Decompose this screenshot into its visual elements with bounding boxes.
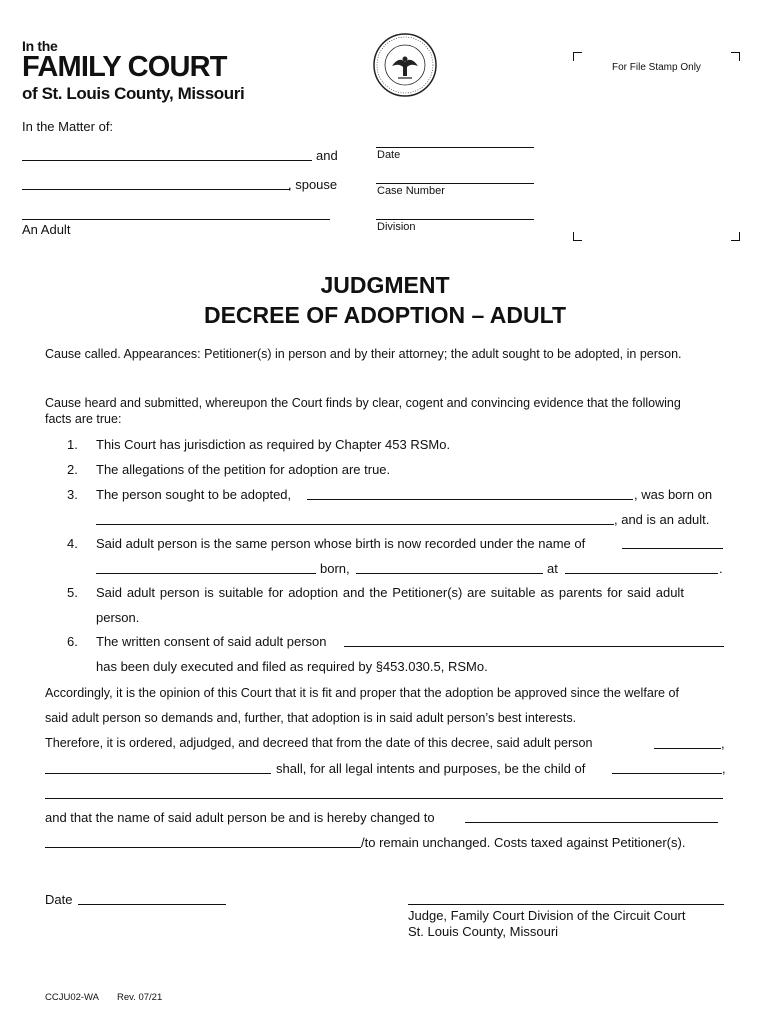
name-change-text: and that the name of said adult person be and is hereby changed to (45, 810, 435, 825)
item3-number: 3. (67, 487, 78, 502)
case-number-field[interactable] (376, 183, 534, 184)
judge-signature-field[interactable] (408, 904, 724, 905)
court-header-prefix: In the (22, 38, 58, 54)
court-seal-icon (372, 32, 438, 98)
item3-text-c: , and is an adult. (614, 512, 710, 527)
cause-called-text: Cause called. Appearances: Petitioner(s) in person and by their attorney; the adult sought to be adopted, in person. (45, 347, 682, 361)
item6-text-a: The written consent of said adult person (96, 634, 327, 649)
in-the-matter-label: In the Matter of: (22, 119, 114, 134)
cause-heard-text-2: facts are true: (45, 412, 122, 426)
therefore-text-1-end: , (721, 736, 725, 751)
adult-name-field[interactable] (22, 219, 330, 220)
item2-text: The allegations of the petition for adoption are true. (96, 462, 391, 477)
form-revision: Rev. 07/21 (117, 992, 163, 1003)
signature-date-label: Date (45, 892, 73, 907)
child-of-field-continued[interactable] (45, 798, 723, 799)
document-title-line1: JUDGMENT (320, 272, 450, 298)
consent-field[interactable] (344, 646, 724, 647)
item3-text-a: The person sought to be adopted, (96, 487, 292, 502)
item2-number: 2. (67, 462, 78, 477)
new-name-field[interactable] (465, 822, 718, 823)
signature-date-field[interactable] (78, 904, 226, 905)
item6-number: 6. (67, 634, 78, 649)
item5-text-a: Said adult person is suitable for adoption and the Petitioner(s) are suitable as parents for said adult (96, 585, 684, 600)
therefore-text-2: shall, for all legal intents and purposes, be the child of (276, 761, 586, 776)
document-title-line2: DECREE OF ADOPTION – ADULT (203, 302, 567, 328)
court-name: FAMILY COURT (22, 51, 227, 83)
division-field[interactable] (376, 219, 534, 220)
recorded-name-field[interactable] (622, 548, 723, 549)
spouse-label: , spouse (288, 177, 338, 192)
file-stamp-label: For File Stamp Only (612, 62, 701, 73)
date-label: Date (377, 149, 401, 161)
division-label: Division (377, 221, 416, 233)
therefore-text-1: Therefore, it is ordered, adjudged, and decreed that from the date of this decree, said adult person (45, 736, 593, 750)
and-label: and (316, 148, 338, 163)
cause-heard-text-1: Cause heard and submitted, whereupon the Court finds by clear, cogent and convincing evidence that the following (45, 396, 681, 410)
accordingly-text-1: Accordingly, it is the opinion of this Court that it is fit and proper that the adoption be approved since the welfare of (45, 686, 680, 700)
adult-person-field[interactable] (654, 748, 721, 749)
date-field[interactable] (376, 147, 534, 148)
case-number-label: Case Number (377, 185, 445, 197)
accordingly-text-2: said adult person so demands and, further, that adoption is in said adult person’s best interests. (45, 711, 577, 725)
item4-text-d: . (719, 561, 723, 576)
spouse-name-field[interactable] (22, 189, 290, 190)
form-id: CCJU02-WA (45, 992, 100, 1003)
therefore-text-2-end: , (722, 761, 726, 776)
item4-text-a: Said adult person is the same person whose birth is now recorded under the name of (96, 536, 586, 551)
item6-text-b: has been duly executed and filed as required by §453.030.5, RSMo. (96, 659, 488, 674)
birth-date-field-2[interactable] (356, 573, 543, 574)
adoptee-name-field[interactable] (307, 499, 633, 500)
item5-text-b: person. (96, 610, 140, 625)
item3-text-b: , was born on (634, 487, 713, 502)
item4-text-b: born, (320, 561, 350, 576)
judge-title-line1: Judge, Family Court Division of the Circuit Court (408, 908, 686, 923)
file-stamp-corner-top-left (573, 52, 582, 61)
item1-number: 1. (67, 437, 78, 452)
adult-label: An Adult (22, 222, 71, 237)
petitioner-name-field[interactable] (22, 160, 312, 161)
item5-number: 5. (67, 585, 78, 600)
item4-number: 4. (67, 536, 78, 551)
remain-unchanged-text: /to remain unchanged. Costs taxed against Petitioner(s). (361, 835, 686, 850)
new-name-field-continued[interactable] (45, 847, 361, 848)
judge-title-line2: St. Louis County, Missouri (408, 924, 559, 939)
court-county: of St. Louis County, Missouri (22, 84, 245, 103)
item1-text: This Court has jurisdiction as required by Chapter 453 RSMo. (96, 437, 451, 452)
file-stamp-corner-bottom-left (573, 232, 582, 241)
birth-place-field[interactable] (565, 573, 718, 574)
file-stamp-corner-bottom-right (731, 232, 740, 241)
file-stamp-corner-top-right (731, 52, 740, 61)
item4-text-c: at (547, 561, 558, 576)
child-of-field[interactable] (612, 773, 722, 774)
adult-person-field-continued[interactable] (45, 773, 271, 774)
birth-date-field[interactable] (96, 524, 614, 525)
recorded-name-field-continued[interactable] (96, 573, 316, 574)
